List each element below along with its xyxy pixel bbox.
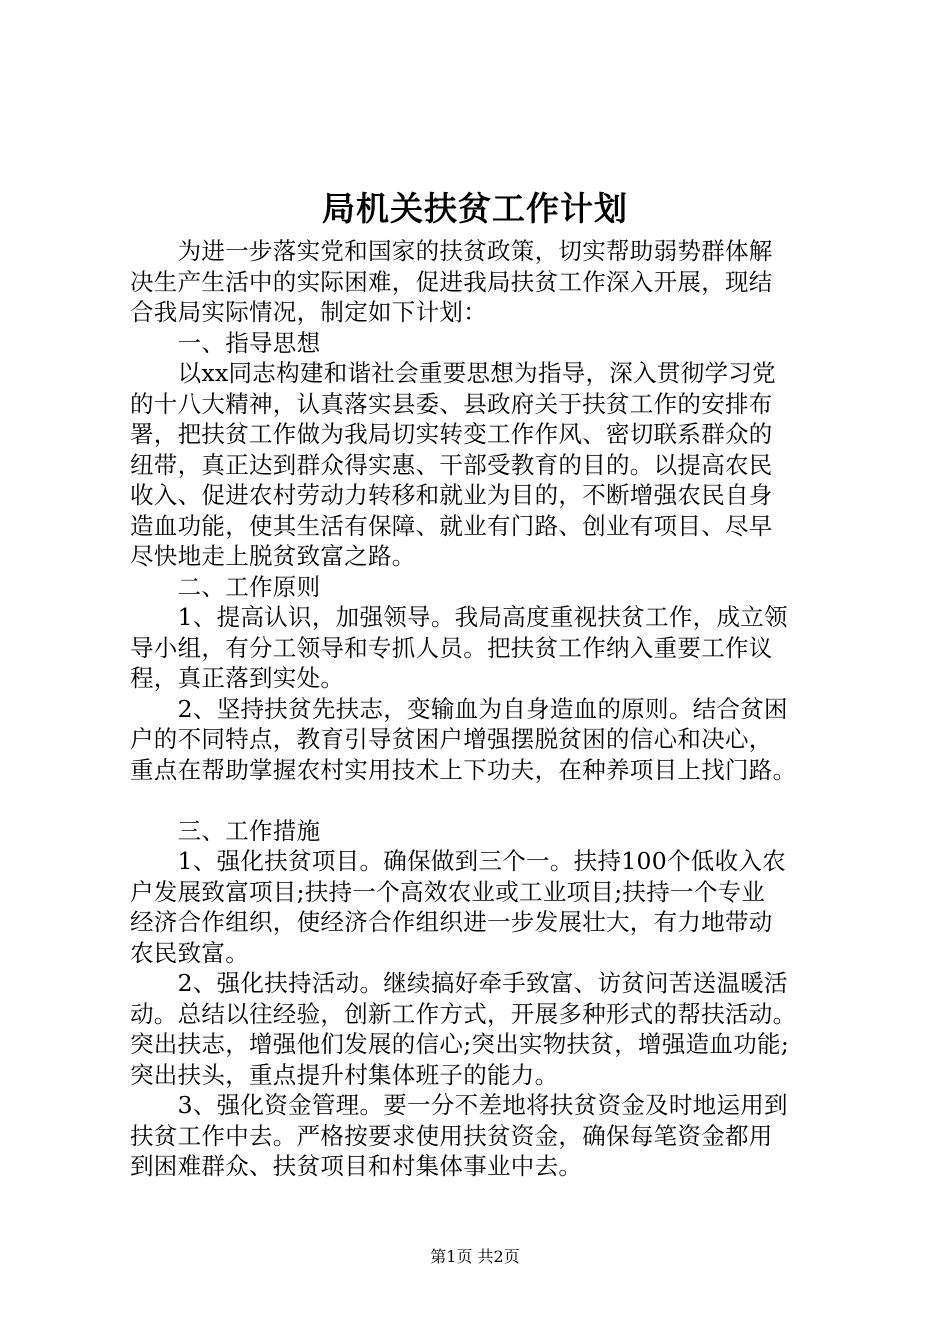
body-line: 造血功能，使其生活有保障、就业有门路、创业有项目、尽早 — [130, 511, 773, 540]
body-line: 为进一步落实党和国家的扶贫政策，切实帮助弱势群体解 — [130, 237, 773, 265]
body-line: 合我局实际情况，制定如下计划： — [130, 298, 487, 326]
page-number-footer: 第1页 共2页 — [430, 1247, 520, 1266]
body-line: 收入、促进农村劳动力转移和就业为目的，不断增强农民自身 — [130, 481, 773, 509]
body-line: 突出扶头，重点提升村集体班子的能力。 — [130, 1060, 559, 1089]
body-line: 署，把扶贫工作做为我局切实转变工作作风、密切联系群众的 — [130, 420, 773, 448]
section-heading: 三、工作措施 — [130, 816, 321, 845]
body-line: 到困难群众、扶贫项目和村集体事业中去。 — [130, 1152, 583, 1180]
body-line: 决生产生活中的实际困难，促进我局扶贫工作深入开展，现结 — [130, 267, 773, 296]
body-line: 导小组，有分工领导和专抓人员。把扶贫工作纳入重要工作议 — [130, 633, 773, 662]
section-heading: 一、指导思想 — [130, 328, 321, 357]
document-title: 局机关扶贫工作计划 — [322, 189, 628, 228]
body-line: 经济合作组织，使经济合作组织进一步发展壮大，有力地带动 — [130, 908, 773, 936]
document-body — [130, 236, 830, 1182]
body-line: 的十八大精神，认真落实县委、县政府关于扶贫工作的安排布 — [130, 389, 773, 418]
body-line: 2、坚持扶贫先扶志，变输血为自身造血的原则。结合贫困 — [130, 694, 788, 723]
body-line: 农民致富。 — [130, 938, 249, 967]
body-line: 户的不同特点，教育引导贫困户增强摆脱贫困的信心和决心， — [130, 725, 773, 753]
body-line: 3、强化资金管理。要一分不差地将扶贫资金及时地运用到 — [130, 1091, 788, 1119]
body-line: 尽快地走上脱贫致富之路。 — [130, 542, 416, 570]
body-line: 1、强化扶贫项目。确保做到三个一。扶持100个低收入农 — [130, 847, 787, 875]
body-line: 扶贫工作中去。严格按要求使用扶贫资金，确保每笔资金都用 — [130, 1121, 773, 1150]
body-line: 2、强化扶持活动。继续搞好牵手致富、访贫问苦送温暖活 — [130, 969, 788, 997]
body-line: 户发展致富项目;扶持一个高效农业或工业项目;扶持一个专业 — [130, 877, 766, 906]
body-line: 程，真正落到实处。 — [130, 664, 345, 692]
body-line: 以xx同志构建和谐社会重要思想为指导，深入贯彻学习党 — [130, 359, 776, 387]
body-line: 纽带，真正达到群众得实惠、干部受教育的目的。以提高农民 — [130, 450, 773, 479]
body-line: 动。总结以往经验，创新工作方式，开展多种形式的帮扶活动。 — [130, 999, 797, 1028]
blank-line — [130, 785, 830, 816]
body-line: 1、提高认识，加强领导。我局高度重视扶贫工作，成立领 — [130, 603, 788, 631]
body-line: 突出扶志，增强他们发展的信心;突出实物扶贫，增强造血功能; — [130, 1030, 790, 1058]
body-line: 重点在帮助掌握农村实用技术上下功夫，在种养项目上找门路。 — [130, 755, 797, 784]
section-heading: 二、工作原则 — [130, 572, 321, 601]
